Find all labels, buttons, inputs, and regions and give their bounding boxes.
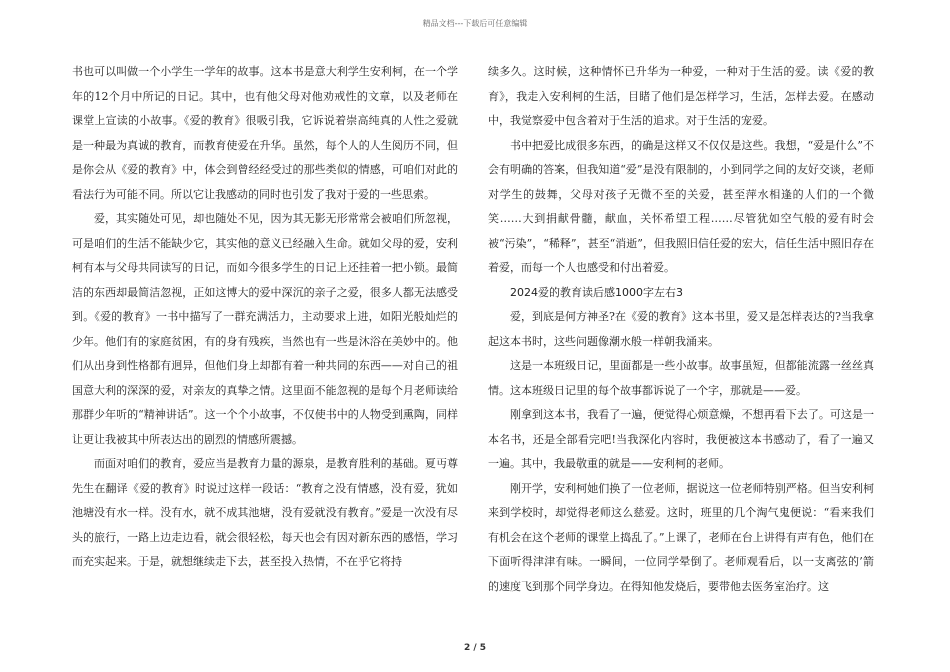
paragraph: 爱，到底是何方神圣?在《爱的教育》这本书里，爱又是怎样表达的?当我拿起这本书时，这些问题像潮水般一样朝我涌来。	[488, 310, 874, 348]
paragraph: 刚拿到这本书，我看了一遍，便觉得心烦意燥，不想再看下去了。可这是一本名书，还是全部看完吧!当我深化内容时，我便被这本书感动了，看了一遍又一遍。其中，我最敬重的就是——安利柯的老师。	[488, 408, 874, 470]
paragraph: 续多久。这时候，这种情怀已升华为一种爱，一种对于生活的爱。读《爱的教育》，我走入安利柯的生活，目睹了他们是怎样学习，生活，怎样去爱。在感动中，我觉察爱中包含着对于生活的追求。对于生活的宠爱。	[488, 65, 874, 127]
paragraph: 爱，其实随处可见，却也随处不见，因为其无影无形常常会被咱们所忽视，可是咱们的生活不能缺少它，其实他的意义已经融入生命。就如父母的爱，安利柯有本与父母共同读写的日记，而如今很多学生的日记上还挂着一把小锁。最简洁的东西却最简洁忽视，正如这博大的爱中深沉的亲子之爱，很多人都无法感受到。《爱的教育》一书中描写了一群充满活力，主动要求上进，如阳光般灿烂的少年。他们有的家庭贫困，有的身有残疾，当然也有一些是沐浴在美妙中的。他们从出身到性格都有迥异，但他们身上却都有着一种共同的东西——对自己的祖国意大利的深深的爱，对亲友的真挚之情。这里面不能忽视的是每个月老师读给那群少年听的“精神讲话”。这一个个小故事，不仅使书中的人物受到熏陶，同样让更让我被其中所表达出的剧烈的情感所震撼。	[72, 212, 458, 446]
paragraph: 而面对咱们的教育，爱应当是教育力量的源泉，是教育胜利的基础。夏丏尊先生在翻译《爱的教育》时说过这样一段话：“教育之没有情感，没有爱，犹如池塘没有水一样。没有水，就不成其池塘，没有爱就没有教育。”爱是一次没有尽头的旅行，一路上边走边看，就会很轻松，每天也会有因对新东西的感悟，学习而充实起来。于是，就想继续走下去，甚至投入热情，不在乎它将持	[72, 457, 458, 568]
paragraph: 刚开学，安利柯她们换了一位老师，据说这一位老师特别严格。但当安利柯来到学校时，却觉得老师这么慈爱。这时，班里的几个淘气鬼便说：“看来我们有机会在这个老师的课堂上捣乱了。”上课了，老师在台上讲得有声有色，他们在下面听得津津有味。一瞬间，一位同学晕倒了。老师观看后，以一支离弦的’箭的速度飞到那个同学身边。在得知他发烧后，要带他去医务室治疗。这	[488, 481, 874, 593]
page-number: 2 / 5	[463, 643, 487, 653]
paragraph: 这是一本班级日记，里面都是一些小故事。故事虽短，但都能流露一丝丝真情。这本班级日记里的每个故事都诉说了一个字，那就是——爱。	[488, 359, 874, 397]
paragraph: 书也可以叫做一个小学生一学年的故事。这本书是意大利学生安利柯，在一个学年的12个月中所记的日记。其中，也有他父母对他劝戒性的文章，以及老师在课堂上宣读的小故事。《爱的教育》很吸引我，它诉说着崇高纯真的人性之爱就是一种最为真诚的教育，而教育使爱在升华。虽然，每个人的人生阅历不同，但是你会从《爱的教育》中，体会到曾经经受过的那些类似的情感，可咱们对此的看法行为可能不同。所以它让我感动的同时也引发了我对于爱的一些思索。	[72, 65, 458, 201]
section-heading: 2024爱的教育读后感1000字左右3	[510, 285, 683, 299]
left-column	[72, 60, 458, 575]
right-column	[488, 60, 874, 599]
page-header: 精品文档---下载后可任意编辑	[422, 19, 528, 28]
paragraph: 书中把爱比成很多东西，的确是这样又不仅仅是这些。我想，“爱是什么”不会有明确的答案，但我知道“爱”是没有限制的，小到同学之间的友好交谈，老师对学生的鼓舞，父母对孩子无微不至的关爱，甚至萍水相逢的人们的一个微笑……大到捐献骨髓，献血，关怀希望工程……尽管犹如空气般的爱有时会被“污染”，“稀释”，甚至“消逝”，但我照旧信任爱的宏大，信任生活中照旧存在着爱，而每一个人也感受和付出着爱。	[488, 138, 874, 274]
